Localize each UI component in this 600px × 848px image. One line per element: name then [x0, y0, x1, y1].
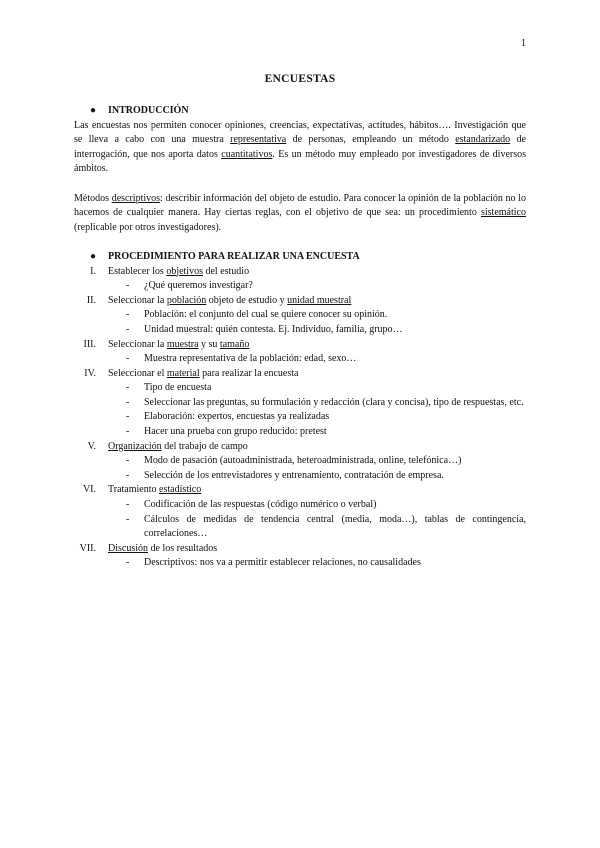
step-number: III.: [83, 338, 96, 350]
sub-item: - Elaboración: expertos, encuestas ya realizadas: [74, 410, 526, 425]
dash-icon: -: [126, 499, 130, 511]
dash-icon: -: [126, 309, 130, 321]
sub-item: - Hacer una prueba con grupo reducido: pretest: [74, 425, 526, 440]
sub-item: - Seleccionar las preguntas, su formulación y redacción (clara y concisa), tipo de respuestas, etc.: [74, 396, 526, 411]
dash-icon: -: [126, 455, 130, 467]
sub-item: - Selección de los entrevistadores y entrenamiento, contratación de empresa.: [74, 469, 526, 484]
step-number: VI.: [82, 484, 96, 496]
procedure-step: I. Establecer los objetivos del estudio: [74, 265, 526, 280]
dash-icon: -: [126, 513, 130, 525]
dash-icon: -: [126, 382, 130, 394]
dash-icon: -: [126, 353, 130, 365]
step-number: II.: [86, 294, 96, 306]
sub-item: - Descriptivos: nos va a permitir establecer relaciones, no causalidades: [74, 556, 526, 571]
sub-item: - Población: el conjunto del cual se quiere conocer su opinión.: [74, 308, 526, 323]
sub-item: - Tipo de encuesta: [74, 381, 526, 396]
dash-icon: -: [126, 557, 130, 569]
intro-paragraph-2: Métodos descriptivos: describir información del objeto de estudio. Para conocer la opinión de la población no lo hacemos de cualquier manera. Hay ciertas reglas, con el objetivo de que sea: un procedimiento sistemático (replicable por otros investigadores).: [74, 192, 526, 233]
sub-item: - ¿Qué queremos investigar?: [74, 279, 526, 294]
dash-icon: -: [126, 426, 130, 438]
section-heading-procedimiento: ● PROCEDIMIENTO PARA REALIZAR UNA ENCUESTA: [74, 250, 526, 265]
dash-icon: -: [126, 323, 130, 335]
page-number: 1: [521, 38, 526, 49]
sub-item: - Codificación de las respuestas (código numérico o verbal): [74, 498, 526, 513]
document-title: ENCUESTAS: [264, 73, 336, 85]
bullet-icon: ●: [90, 250, 97, 262]
spacer: [74, 177, 526, 192]
sub-item: - Unidad muestral: quién contesta. Ej. Individuo, familia, grupo…: [74, 323, 526, 338]
step-number: IV.: [84, 367, 96, 379]
procedure-step: VI. Tratamiento estadístico: [74, 483, 526, 498]
sub-item: - Modo de pasación (autoadministrada, heteroadministrada, online, telefónica…): [74, 454, 526, 469]
dash-icon: -: [126, 411, 130, 423]
procedure-step: IV. Seleccionar el material para realizar la encuesta: [74, 367, 526, 382]
dash-icon: -: [126, 280, 130, 292]
procedure-step: VII. Discusión de los resultados: [74, 542, 526, 557]
procedure-step: V. Organización del trabajo de campo: [74, 440, 526, 455]
document-body: [74, 104, 526, 571]
bullet-icon: ●: [90, 105, 97, 116]
spacer: [74, 235, 526, 250]
step-number: I.: [90, 265, 96, 277]
intro-paragraph-1: Las encuestas nos permiten conocer opiniones, creencias, expectativas, actitudes, hábitos…. Investigación que se lleva a cabo con una muestra representativa de personas, empleando un método estandarizado de interrogación, que nos aporta datos cuantitativos. Es un método muy empleado por investigadores de diversos ámbitos.: [74, 119, 526, 175]
step-number: VII.: [79, 542, 96, 554]
dash-icon: -: [126, 396, 130, 408]
dash-icon: -: [126, 469, 130, 481]
sub-item: - Muestra representativa de la población: edad, sexo…: [74, 352, 526, 367]
procedure-step: III. Seleccionar la muestra y su tamaño: [74, 338, 526, 353]
procedure-step: II. Seleccionar la población objeto de estudio y unidad muestral: [74, 294, 526, 309]
step-number: V.: [87, 440, 96, 452]
sub-item: - Cálculos de medidas de tendencia central (media, moda…), tablas de contingencia, correlaciones…: [126, 513, 526, 540]
section-heading-introduccion: ● INTRODUCCIÓN: [74, 104, 526, 119]
